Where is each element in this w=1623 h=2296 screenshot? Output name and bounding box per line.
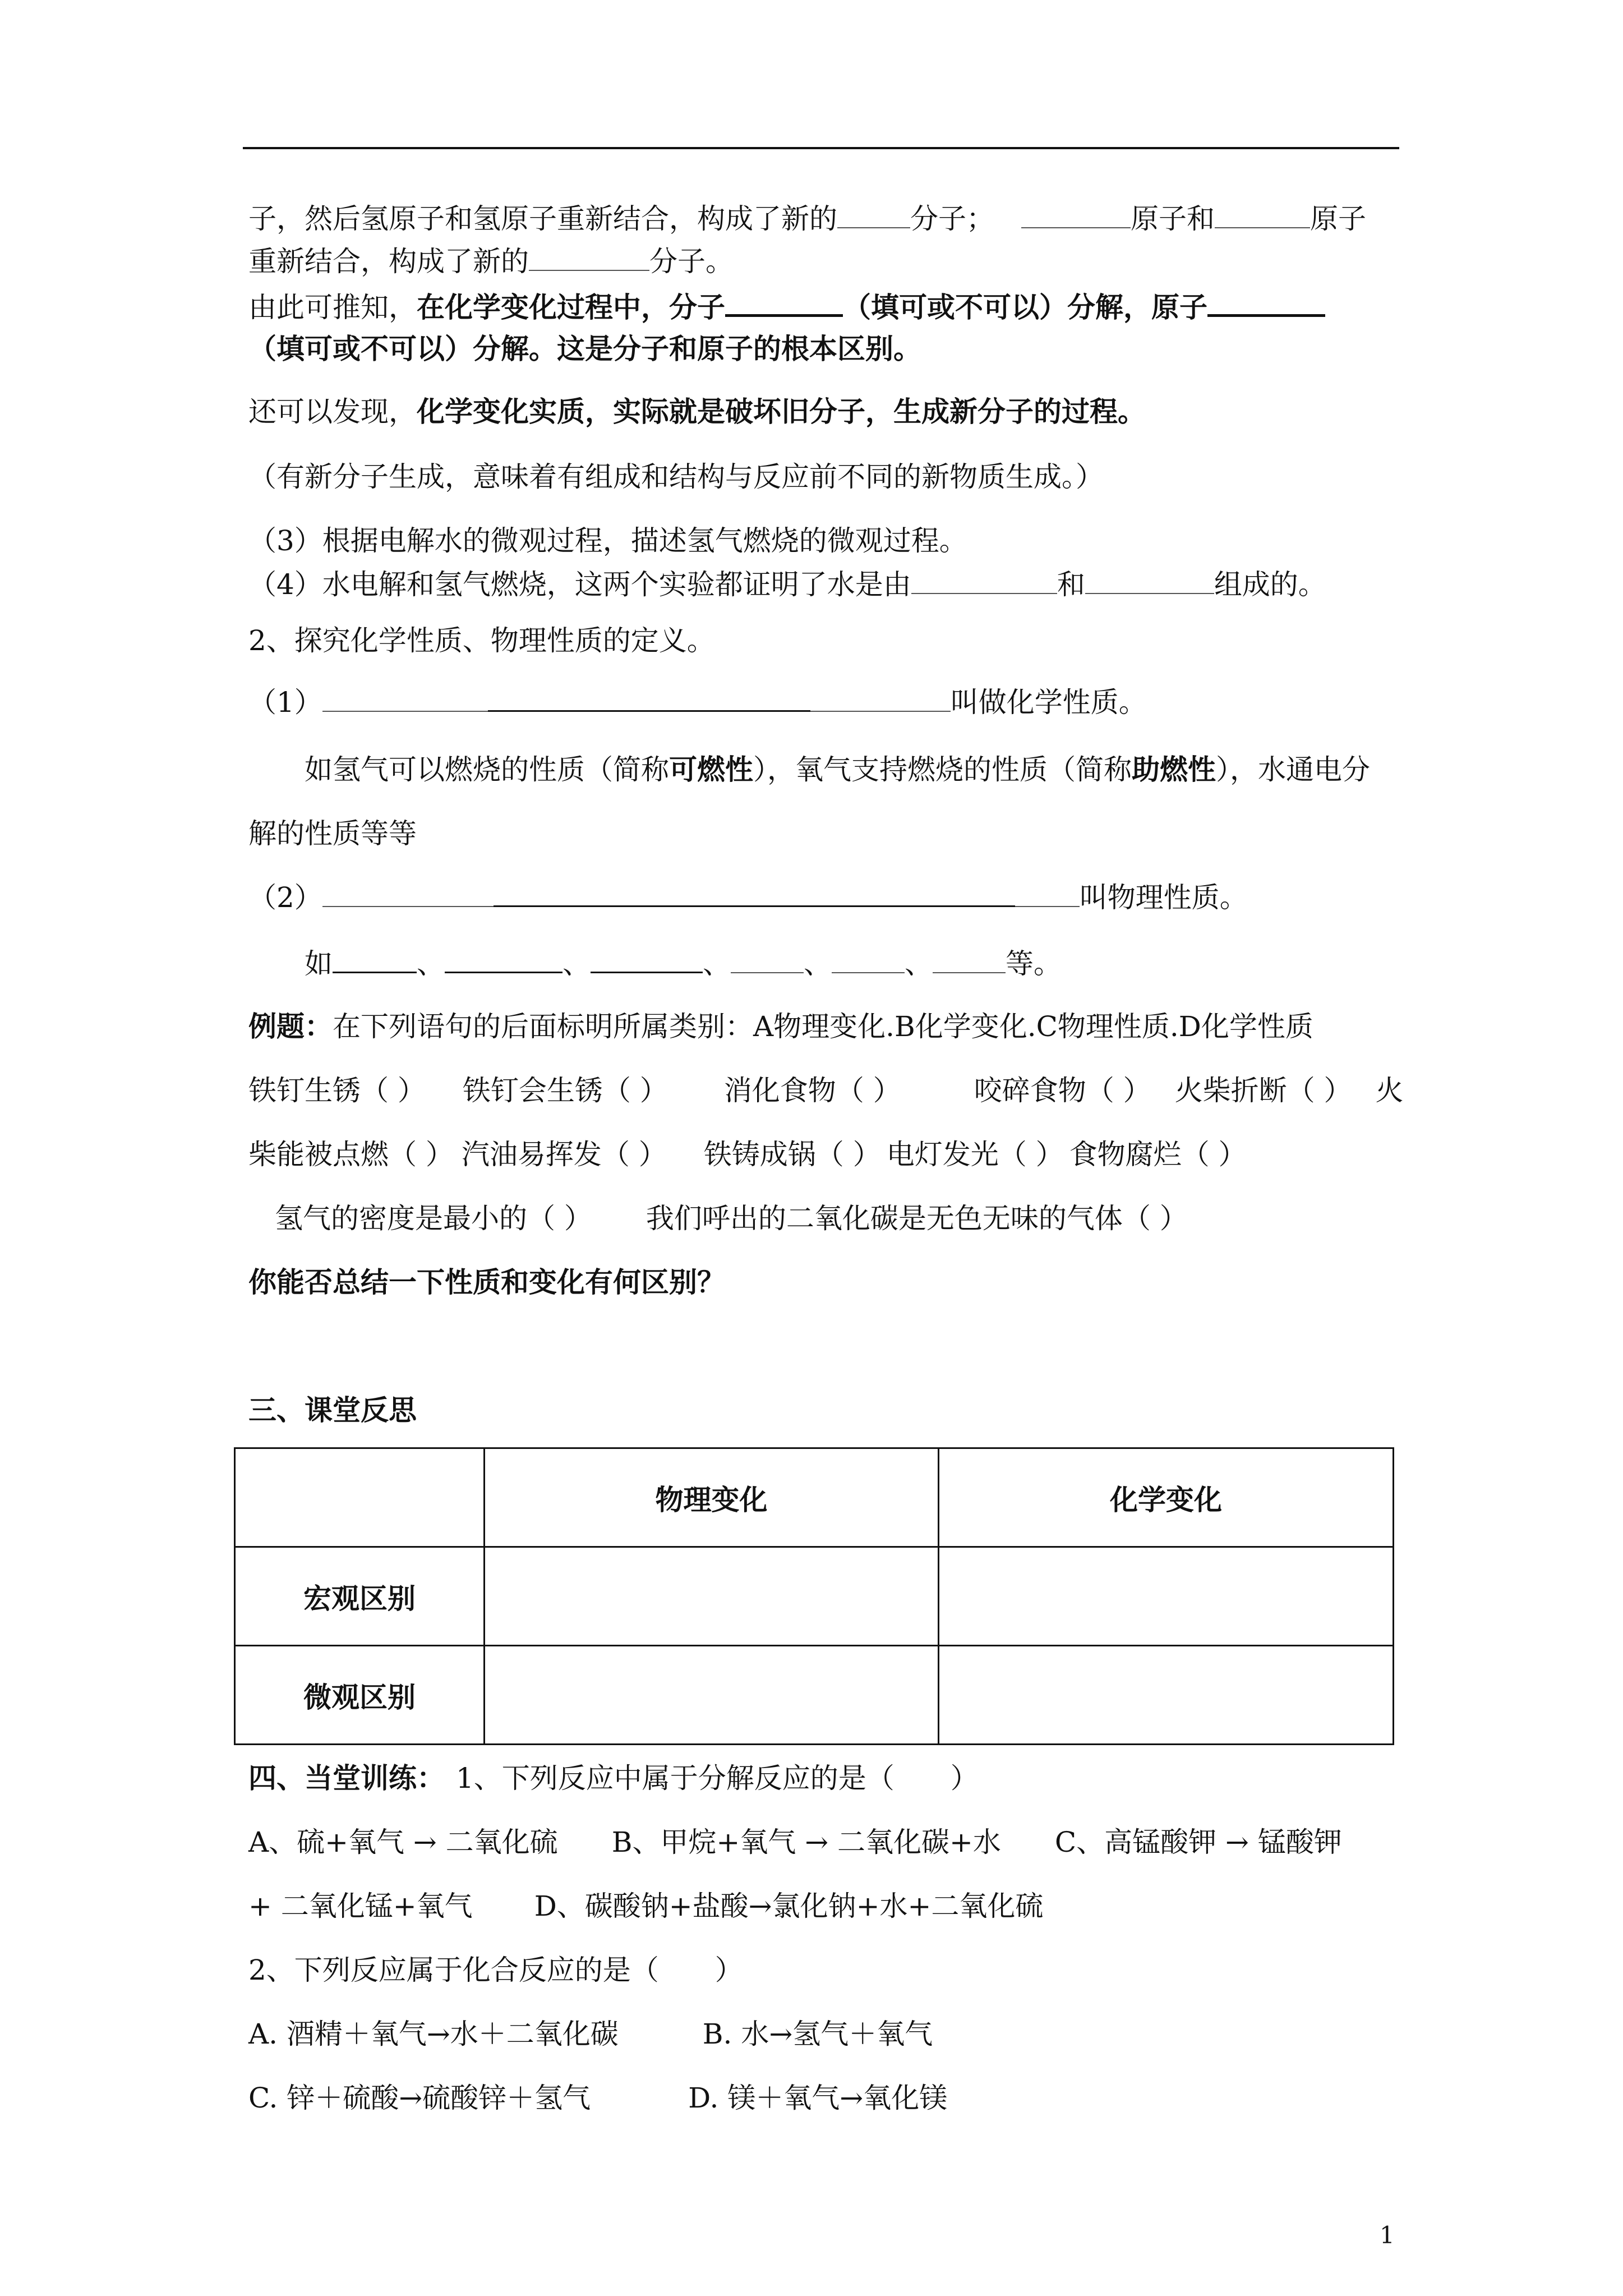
example-item: 电灯发光（ ） bbox=[886, 1138, 1064, 1171]
phys-property-definition: （2） 叫物理性质。 bbox=[248, 881, 1248, 914]
blank-atom-2[interactable] bbox=[1215, 203, 1310, 228]
example-item: 柴能被点燃（ ） bbox=[248, 1138, 454, 1171]
example-item: 氢气的密度是最小的（ ） bbox=[275, 1202, 592, 1235]
example-item: 咬碎食物（ ） bbox=[974, 1074, 1151, 1107]
blank-phys-def-a[interactable] bbox=[322, 881, 494, 907]
answer-cell[interactable] bbox=[939, 1547, 1394, 1646]
blank-phys-def-c[interactable] bbox=[1015, 881, 1080, 907]
table-cell bbox=[235, 1448, 485, 1547]
blank-new-molecule-1[interactable] bbox=[837, 203, 910, 228]
section-4-line bbox=[248, 1761, 979, 1795]
example-item: 我们呼出的二氧化碳是无色无味的气体（ ） bbox=[645, 1202, 1188, 1235]
phys-property-example: 如 、 、 、 、 、 等。 bbox=[305, 947, 1062, 980]
option-b[interactable]: B、甲烷+氧气 → 二氧化碳+水 bbox=[611, 1826, 1001, 1858]
option-c[interactable]: C. 锌＋硫酸→硫酸锌＋氢气 bbox=[248, 2082, 591, 2114]
section-3-title: 三、课堂反思 bbox=[248, 1393, 417, 1427]
chem-property-example-cont: 解的性质等等 bbox=[248, 817, 417, 850]
option-a[interactable]: A. 酒精＋氧气→水＋二氧化碳 bbox=[248, 2018, 619, 2050]
table-header-chemical-change: 化学变化 bbox=[939, 1448, 1394, 1547]
blank-phys-ex-1[interactable] bbox=[333, 947, 417, 973]
example-item: 汽油易挥发（ ） bbox=[461, 1138, 667, 1171]
section-2-title: 2、探究化学性质、物理性质的定义。 bbox=[248, 624, 715, 657]
chem-property-example: 如氢气可以燃烧的性质（简称可燃性），氧气支持燃烧的性质（简称助燃性），水通电分 bbox=[305, 753, 1370, 786]
text-line-2: 重新结合，构成了新的 分子。 bbox=[248, 245, 734, 278]
blank-phys-ex-3[interactable] bbox=[591, 947, 703, 973]
example-item: 铁钉生锈（ ） bbox=[248, 1074, 426, 1107]
reflection-table bbox=[234, 1447, 1394, 1745]
table-row bbox=[235, 1547, 1394, 1646]
table-row bbox=[235, 1646, 1394, 1745]
question-1: 1、下列反应中属于分解反应的是（ ） bbox=[456, 1762, 979, 1795]
option-d[interactable]: D、碳酸钠+盐酸→氯化钠+水+二氧化硫 bbox=[534, 1890, 1044, 1922]
option-c[interactable]: C、高锰酸钾 → 锰酸钾 bbox=[1054, 1826, 1342, 1858]
text-line-5: 还可以发现，化学变化实质，实际就是破坏旧分子，生成新分子的过程。 bbox=[248, 395, 1146, 428]
option-b[interactable]: B. 水→氢气＋氧气 bbox=[702, 2018, 933, 2050]
answer-cell[interactable] bbox=[485, 1646, 939, 1745]
blank-element-1[interactable] bbox=[911, 568, 1057, 594]
table-header-row bbox=[235, 1448, 1394, 1547]
option-a[interactable]: A、硫+氧气 → 二氧化硫 bbox=[248, 1826, 558, 1858]
section-4-title: 四、当堂训练： bbox=[248, 1761, 445, 1795]
blank-phys-ex-5[interactable] bbox=[832, 947, 905, 973]
blank-phys-def-b[interactable] bbox=[494, 881, 1015, 907]
blank-chem-def-a[interactable] bbox=[322, 686, 488, 712]
example-item: 铁铸成锅（ ） bbox=[703, 1138, 881, 1171]
q1-options-line-2 bbox=[248, 1889, 1043, 1923]
chem-property-definition: （1） 叫做化学性质。 bbox=[248, 686, 1147, 719]
option-d[interactable]: D. 镁＋氧气→氧化镁 bbox=[688, 2082, 948, 2114]
example-row-1 bbox=[248, 1074, 1404, 1107]
q1-options-line-1 bbox=[248, 1825, 1342, 1859]
row-label-macro: 宏观区别 bbox=[235, 1547, 485, 1646]
blank-phys-ex-4[interactable] bbox=[731, 947, 804, 973]
text-line-6: （有新分子生成，意味着有组成和结构与反应前不同的新物质生成。） bbox=[248, 461, 1104, 493]
example-item: 食物腐烂（ ） bbox=[1069, 1138, 1247, 1171]
option-c-cont[interactable]: + 二氧化锰+氧气 bbox=[248, 1890, 473, 1922]
example-row-2 bbox=[248, 1138, 1247, 1171]
row-label-micro: 微观区别 bbox=[235, 1646, 485, 1745]
answer-cell[interactable] bbox=[939, 1646, 1394, 1745]
q2-options-line-1 bbox=[248, 2017, 933, 2051]
summary-question: 你能否总结一下性质和变化有何区别？ bbox=[248, 1266, 725, 1299]
example-prompt: 例题：在下列语句的后面标明所属类别：A物理变化.B化学变化.C物理性质.D化学性质 bbox=[248, 1010, 1313, 1043]
text-line-1: 子，然后氢原子和氢原子重新结合，构成了新的 分子； 原子和 原子 bbox=[248, 203, 1366, 235]
text-line-7: （3）根据电解水的微观过程，描述氢气燃烧的微观过程。 bbox=[248, 524, 967, 557]
text-line-8: （4）水电解和氢气燃烧，这两个实验都证明了水是由 和 组成的。 bbox=[248, 568, 1326, 601]
answer-cell[interactable] bbox=[485, 1547, 939, 1646]
question-2: 2、下列反应属于化合反应的是（ ） bbox=[248, 1954, 743, 1986]
example-row-3 bbox=[275, 1202, 1188, 1235]
text-line-3: 由此可推知，在化学变化过程中，分子 （填可或不可以）分解，原子 bbox=[248, 289, 1325, 324]
blank-phys-ex-2[interactable] bbox=[445, 947, 562, 973]
text-line-4: （填可或不可以）分解。这是分子和原子的根本区别。 bbox=[248, 332, 921, 365]
blank-molecule-decompose[interactable] bbox=[725, 289, 843, 317]
example-item: 火柴折断（ ） bbox=[1174, 1074, 1352, 1107]
blank-chem-def-b[interactable] bbox=[488, 685, 810, 712]
header-rule bbox=[243, 147, 1399, 149]
blank-element-2[interactable] bbox=[1085, 568, 1214, 594]
blank-chem-def-c[interactable] bbox=[810, 686, 951, 712]
q2-options-line-2 bbox=[248, 2081, 947, 2115]
table-header-physical-change: 物理变化 bbox=[485, 1448, 939, 1547]
blank-atom-1[interactable] bbox=[1021, 203, 1131, 228]
blank-phys-ex-6[interactable] bbox=[933, 947, 1006, 973]
blank-new-molecule-2[interactable] bbox=[529, 245, 649, 271]
example-item: 铁钉会生锈（ ） bbox=[462, 1074, 668, 1107]
page-number: 1 bbox=[1380, 2221, 1395, 2249]
blank-atom-decompose[interactable] bbox=[1207, 289, 1325, 317]
example-item: 消化食物（ ） bbox=[723, 1074, 901, 1107]
example-item: 火 bbox=[1375, 1074, 1404, 1107]
